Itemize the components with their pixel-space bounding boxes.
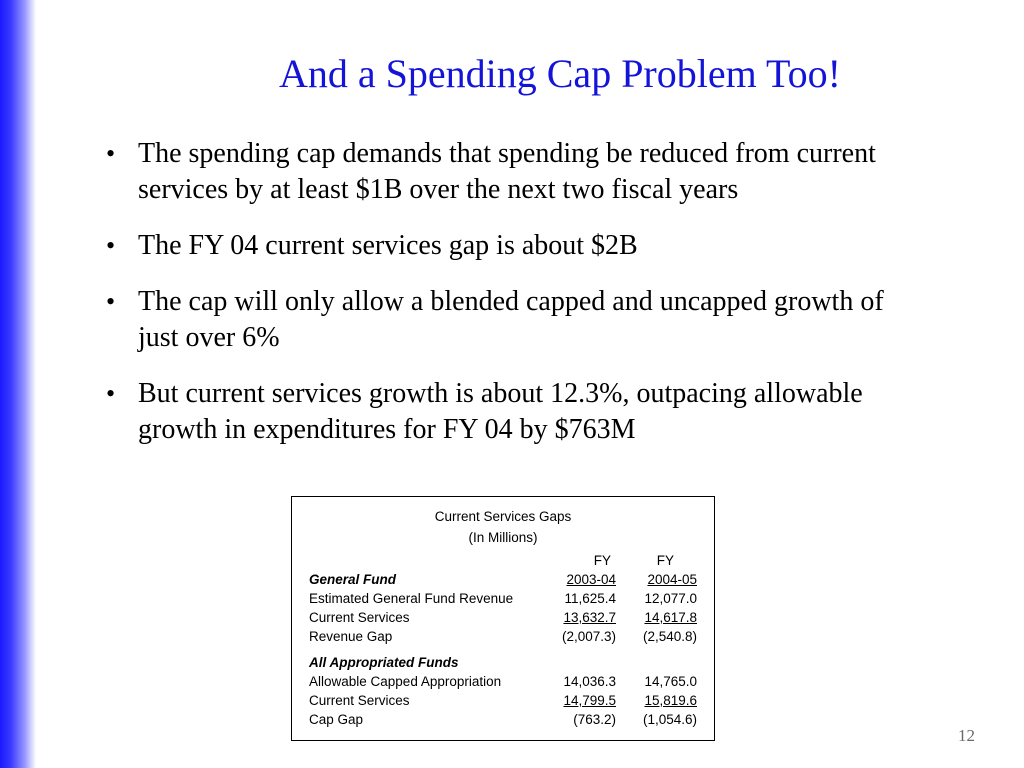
table-subtitle: (In Millions) xyxy=(468,530,538,545)
row-label: Allowable Capped Appropriation xyxy=(309,674,502,689)
bullet-dot-icon: • xyxy=(106,139,116,168)
table-row xyxy=(292,710,714,729)
row-label: Revenue Gap xyxy=(309,629,393,644)
table-row xyxy=(292,627,714,646)
row-value-2004-05: 14,617.8 xyxy=(644,610,697,625)
col1-fy-label: FY xyxy=(593,553,611,568)
col1-year-header: 2003-04 xyxy=(566,572,616,587)
row-value-2003-04: 14,799.5 xyxy=(563,693,616,708)
bullet-item xyxy=(100,376,900,448)
table-row xyxy=(292,608,714,627)
col2-fy-label: FY xyxy=(656,553,674,568)
left-decorative-bar xyxy=(0,0,36,768)
row-value-2004-05: (2,540.8) xyxy=(642,629,697,644)
bullet-dot-icon: • xyxy=(106,287,116,316)
section-general-fund-label: General Fund xyxy=(309,572,397,587)
bullet-list xyxy=(100,136,900,468)
bullet-text: The spending cap demands that spending be reduced from current services by at least $1B over the next two fiscal years xyxy=(138,138,876,205)
table-row xyxy=(292,672,714,691)
table-row xyxy=(292,589,714,608)
row-value-2004-05: 15,819.6 xyxy=(644,693,697,708)
bullet-item xyxy=(100,228,900,264)
row-value-2004-05: (1,054.6) xyxy=(642,712,697,727)
row-label: Cap Gap xyxy=(309,712,364,727)
row-value-2003-04: 14,036.3 xyxy=(563,674,616,689)
col2-year-header: 2004-05 xyxy=(647,572,697,587)
row-label: Current Services xyxy=(309,610,410,625)
section-all-appropriated-funds-label: All Appropriated Funds xyxy=(309,655,459,670)
slide-title: And a Spending Cap Problem Too! xyxy=(279,51,841,96)
row-value-2003-04: 13,632.7 xyxy=(563,610,616,625)
row-value-2003-04: (763.2) xyxy=(573,712,616,727)
bullet-dot-icon: • xyxy=(106,231,116,260)
table-row xyxy=(292,691,714,710)
bullet-item xyxy=(100,136,900,208)
table-section-row xyxy=(292,653,714,672)
row-value-2003-04: 11,625.4 xyxy=(564,591,616,606)
table-fy-row xyxy=(292,551,714,570)
bullet-item xyxy=(100,284,900,356)
table-title: Current Services Gaps xyxy=(434,509,572,524)
page-number: 12 xyxy=(958,726,975,745)
current-services-gaps-table xyxy=(291,496,715,741)
bullet-text: The FY 04 current services gap is about $2B xyxy=(138,230,638,261)
row-label: Estimated General Fund Revenue xyxy=(309,591,514,606)
bullet-text: But current services growth is about 12.3%, outpacing allowable growth in expenditures for FY 04 by $763M xyxy=(138,378,863,445)
bullet-text: The cap will only allow a blended capped and uncapped growth of just over 6% xyxy=(138,286,884,353)
row-value-2003-04: (2,007.3) xyxy=(561,629,616,644)
row-value-2004-05: 12,077.0 xyxy=(644,591,697,606)
table-header-row xyxy=(292,570,714,589)
bullet-dot-icon: • xyxy=(106,379,116,408)
row-value-2004-05: 14,765.0 xyxy=(644,674,697,689)
row-label: Current Services xyxy=(309,693,410,708)
